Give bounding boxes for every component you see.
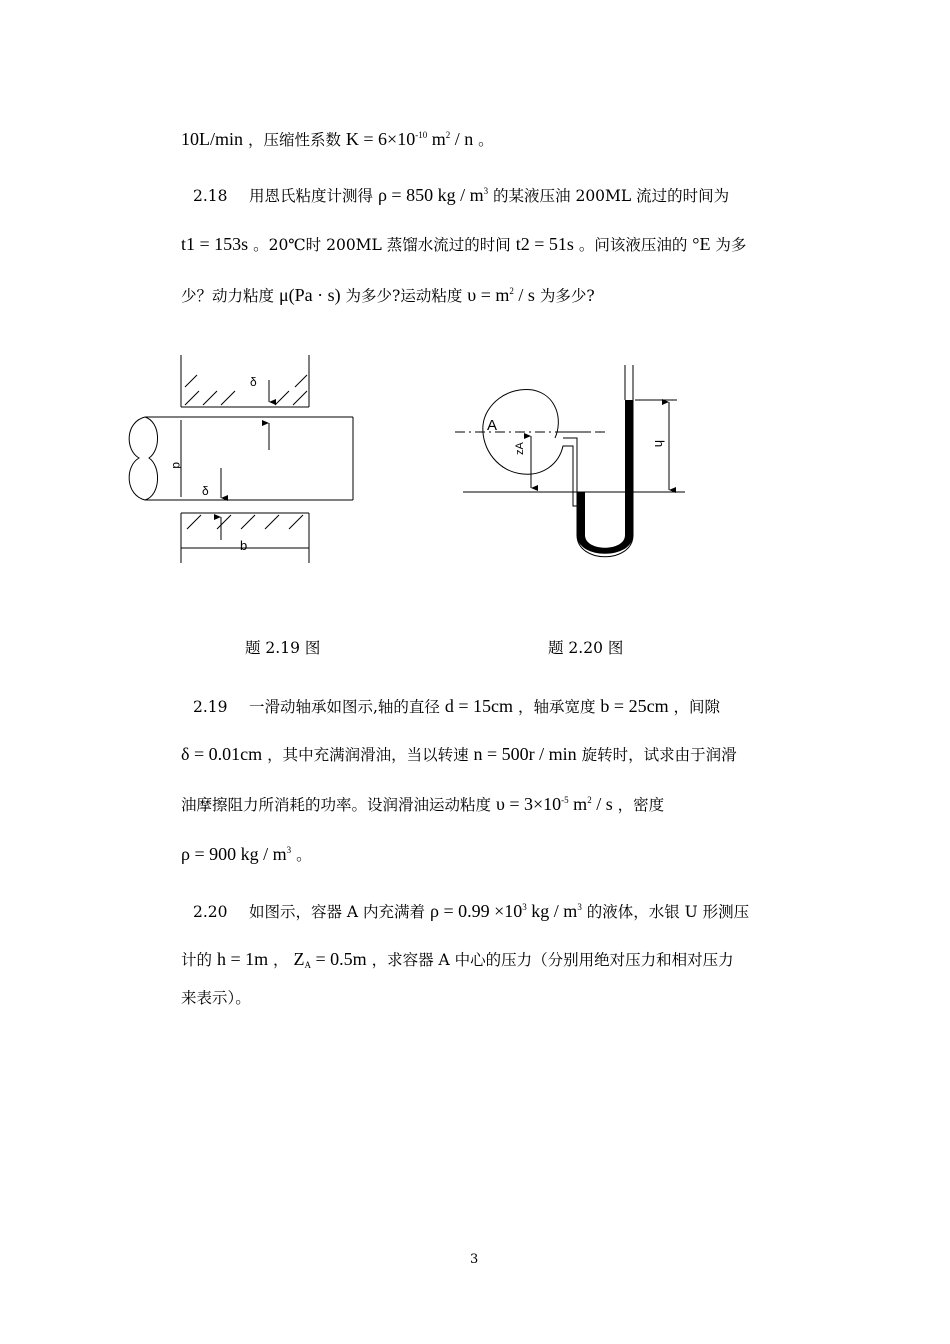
formula-speed: n = 500r / min — [473, 744, 577, 764]
problem-text: 一滑动轴承如图示,轴的直径 — [249, 698, 440, 716]
formula-width: b = 25cm — [600, 696, 669, 716]
caption-fig-2-20: 题 2.20 图 — [548, 639, 624, 657]
problem-text: 为多少? — [539, 287, 595, 305]
problem-text: 为多 — [715, 236, 747, 254]
text-line-1 — [181, 128, 494, 150]
problem-text: 为多少?运动粘度 — [345, 287, 463, 305]
label-d: d — [170, 462, 184, 469]
problem-number-2-19: 2.19 — [193, 698, 228, 716]
label-delta-bottom: δ — [202, 484, 209, 498]
formula-k: $K = 6\times 10^{-10}$ $m^2$ / n — [345, 129, 474, 149]
problem-number-2-18: 2.18 — [193, 187, 228, 205]
shaft — [129, 417, 353, 500]
problem-text: 的液体，水银 U 形测压 — [586, 903, 750, 921]
formula-diameter: d = 15cm — [444, 696, 514, 716]
formula-gap: δ = 0.01cm — [181, 744, 263, 764]
problem-text: 。20℃时 200ML 蒸馏水流过的时间 — [253, 236, 511, 254]
page-number: 3 — [470, 1252, 479, 1267]
problem-text: ，轴承宽度 — [517, 698, 596, 716]
upper-bearing-block — [181, 355, 309, 407]
formula-flow-rate: 10L/min — [181, 129, 243, 149]
text-period: 。 — [478, 131, 494, 149]
text-line-11 — [181, 986, 251, 1008]
problem-text: 用恩氏粘度计测得 — [249, 187, 374, 205]
label-delta-top: δ — [250, 375, 257, 389]
text-line-3 — [181, 233, 746, 255]
problem-text: 油摩擦阻力所消耗的功率。设润滑油运动粘度 — [181, 796, 492, 814]
formula-density-oil: ρ = 900 kg / $m^3$ — [181, 844, 292, 864]
problem-text: ， — [273, 951, 289, 969]
label-h: h — [652, 440, 667, 448]
text-line-7 — [181, 793, 664, 815]
problem-text: 少？动力粘度 — [181, 287, 275, 305]
problem-text: 来表示）。 — [181, 989, 251, 1007]
mercury-column — [577, 400, 633, 554]
text-line-2 — [181, 184, 729, 206]
gap-arrows — [181, 380, 309, 548]
formula-density-liquid: $\rho = 0.99 \times 10^3$ kg / $m^3$ — [430, 901, 582, 921]
label-za: zA — [514, 442, 526, 455]
formula-viscosity: $\upsilon = 3\times 10^{-5}$ $m^2$ / s — [495, 794, 613, 814]
label-b: b — [240, 538, 248, 553]
formula-mu: μ(Pa · s) — [278, 285, 341, 305]
problem-text: ，密度 — [617, 796, 665, 814]
text-compressibility: ，压缩性系数 — [247, 131, 341, 149]
problem-number-2-20: 2.20 — [193, 903, 228, 921]
problem-text: 旋转时，试求由于润滑 — [581, 746, 737, 764]
problem-text: 计的 — [181, 951, 213, 969]
problem-text: ，间隙 — [673, 698, 721, 716]
text-line-5 — [181, 695, 720, 717]
formula-h: h = 1m — [216, 949, 269, 969]
figure-2-19 — [125, 350, 385, 590]
text-line-6 — [181, 743, 737, 765]
problem-text: 的某液压油 200ML 流过的时间为 — [493, 187, 730, 205]
formula-za: $Z_A = 0.5m$ — [293, 949, 367, 970]
caption-fig-2-19: 题 2.19 图 — [245, 639, 321, 657]
formula-t2: t2 = 51s — [515, 234, 574, 254]
text-line-8 — [181, 843, 312, 865]
text-line-10 — [181, 948, 734, 970]
problem-text: ，其中充满润滑油，当以转速 — [267, 746, 469, 764]
problem-text: ，求容器 A 中心的压力（分别用绝对压力和相对压力 — [371, 951, 734, 969]
problem-text: 如图示，容器 A 内充满着 — [249, 903, 426, 921]
problem-text: 。 — [296, 846, 312, 864]
formula-engler: °E — [692, 234, 711, 254]
problem-text: 。问该液压油的 — [578, 236, 688, 254]
label-a: A — [487, 417, 498, 434]
formula-nu: $\upsilon = m^2 / s$ — [467, 285, 535, 305]
container-a — [483, 389, 577, 506]
formula-t1: t1 = 153s — [181, 234, 249, 254]
text-line-4 — [181, 284, 595, 306]
figure-2-20 — [455, 360, 695, 580]
formula-density: ρ = 850 kg / $m^3$ — [377, 185, 489, 205]
text-line-9 — [181, 900, 749, 922]
